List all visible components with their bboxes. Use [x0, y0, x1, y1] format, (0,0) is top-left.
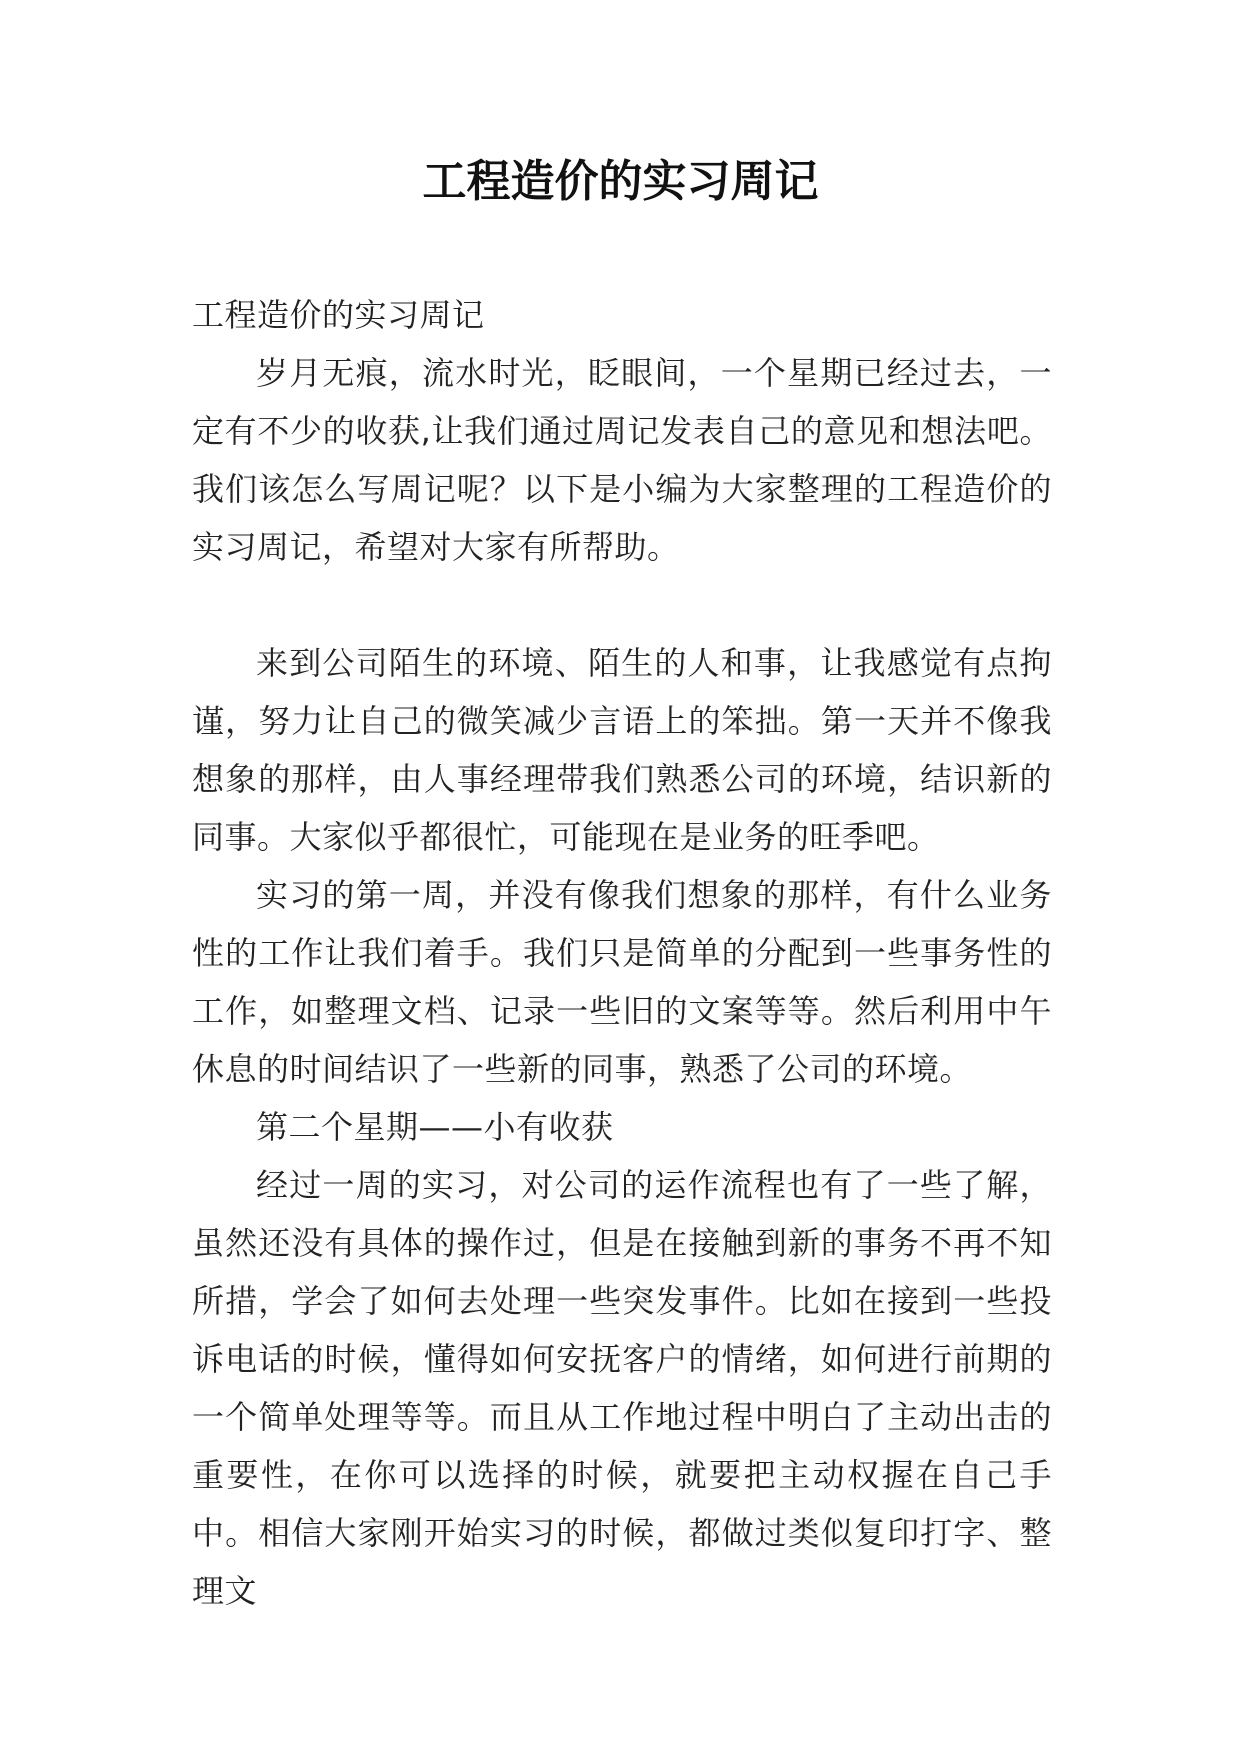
section-heading: 第二个星期——小有收获 [256, 1108, 614, 1146]
document-title: 工程造价的实习周记 [422, 156, 819, 207]
body-paragraph: 实习的第一周，并没有像我们想象的那样，有什么业务性的工作让我们着手。我们只是简单的分配到一些事务性的工作，如整理文档、记录一些旧的文案等等。然后利用中午休息的时间结识了一些新的同事，熟悉了公司的环境。 [192, 876, 1052, 1088]
paragraph-spacer [192, 576, 1052, 634]
body-paragraph: 经过一周的实习，对公司的运作流程也有了一些了解，虽然还没有具体的操作过，但是在接触到新的事务不再不知所措，学会了如何去处理一些突发事件。比如在接到一些投诉电话的时候，懂得如何安抚客户的情绪，如何进行前期的一个简单处理等等。而且从工作地过程中明白了主动出击的重要性，在你可以选择的时候，就要把主动权握在自己手中。相信大家刚开始实习的时候，都做过类似复印打字、整理文 [192, 1166, 1052, 1610]
subtitle-line: 工程造价的实习周记 [192, 296, 485, 334]
intro-paragraph: 岁月无痕，流水时光，眨眼间，一个星期已经过去，一定有不少的收获,让我们通过周记发表自己的意见和想法吧。我们该怎么写周记呢？以下是小编为大家整理的工程造价的实习周记，希望对大家有所帮助。 [192, 354, 1052, 566]
body-paragraph: 来到公司陌生的环境、陌生的人和事，让我感觉有点拘谨，努力让自己的微笑减少言语上的笨拙。第一天并不像我想象的那样，由人事经理带我们熟悉公司的环境，结识新的同事。大家似乎都很忙，可能现在是业务的旺季吧。 [192, 644, 1052, 856]
document-body [192, 286, 1052, 1620]
